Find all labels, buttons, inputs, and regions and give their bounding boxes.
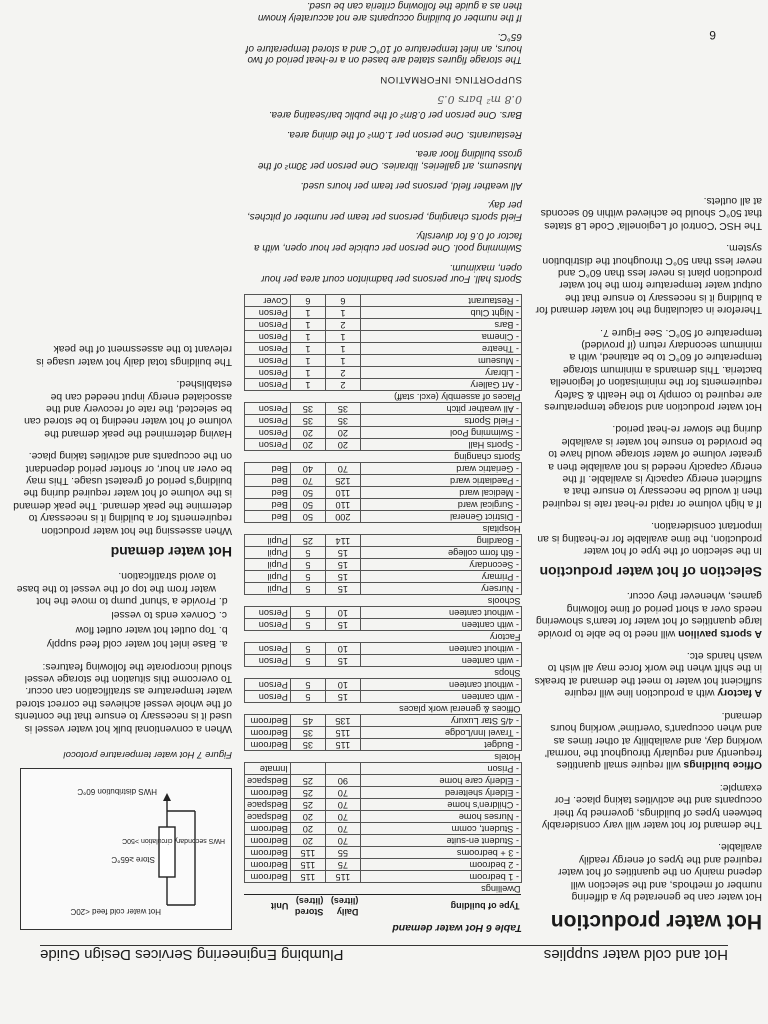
- cell-stored: 35: [290, 727, 325, 739]
- cell-daily: [325, 763, 360, 775]
- cell-daily: 15: [325, 547, 360, 559]
- note: Museums, art galleries, libraries. One person per 30m² of the gross building floor area.: [257, 148, 522, 172]
- running-header: [40, 945, 728, 972]
- table-row: [245, 799, 522, 811]
- table-category-row: [245, 667, 522, 679]
- table-row: [245, 367, 522, 379]
- cell-type: - 1 bedroom: [360, 871, 521, 883]
- cell-daily: 110: [325, 487, 360, 499]
- table-row: [245, 619, 522, 631]
- cell-stored: 115: [290, 859, 325, 871]
- table-row: [245, 499, 522, 511]
- cell-stored: 25: [290, 799, 325, 811]
- cell-unit: Pupil: [245, 571, 291, 583]
- category-label: Schools: [245, 595, 522, 607]
- cell-stored: 1: [290, 307, 325, 319]
- cell-type: - Medical ward: [360, 487, 521, 499]
- cell-daily: 15: [325, 571, 360, 583]
- label-distribution: HWS distribution 60°C: [77, 787, 157, 796]
- table-row: [245, 463, 522, 475]
- storage-vessel: [159, 827, 175, 877]
- table-category-row: [245, 703, 522, 715]
- supporting-title: SUPPORTING INFORMATION: [379, 74, 522, 86]
- cell-stored: 25: [290, 787, 325, 799]
- cell-type: - Surgical ward: [360, 499, 521, 511]
- section-title-hot-water-demand: Hot water demand: [110, 543, 232, 560]
- table-row: [245, 559, 522, 571]
- paragraph: The buildings total daily hot water usage is relevant to the assessment of the peak: [36, 343, 232, 367]
- cell-type: - Secondary: [360, 559, 521, 571]
- category-label: Hotels: [245, 751, 522, 763]
- cell-daily: 20: [325, 439, 360, 451]
- table-row: [245, 475, 522, 487]
- cell-stored: 70: [290, 475, 325, 487]
- table-row: [245, 571, 522, 583]
- category-label: Dwellings: [245, 883, 522, 895]
- cell-daily: 70: [325, 463, 360, 475]
- cell-stored: 5: [290, 619, 325, 631]
- cell-stored: 20: [290, 439, 325, 451]
- cell-stored: 5: [290, 547, 325, 559]
- cell-unit: Person: [245, 367, 291, 379]
- figure-7-diagram: [20, 768, 232, 930]
- table-row: [245, 811, 522, 823]
- flow-arrow-icon: [163, 793, 171, 801]
- paragraph-text: will need to be able to provide large quantities of hot water for team's showering needs over a short period of time following games, whenever they occur.: [535, 590, 762, 639]
- cell-type: - 3 + bedrooms: [360, 847, 521, 859]
- cell-unit: Pupil: [245, 583, 291, 595]
- category-label: Offices & general work places: [245, 703, 522, 715]
- cell-stored: 45: [290, 715, 325, 727]
- cell-unit: Bed: [245, 487, 291, 499]
- cell-daily: 2: [325, 319, 360, 331]
- category-label: Hospitals: [245, 523, 522, 535]
- cell-unit: Person: [245, 307, 291, 319]
- table-category-row: [245, 883, 522, 895]
- column-2: [244, 0, 522, 934]
- cell-daily: 15: [325, 559, 360, 571]
- cell-stored: 5: [290, 583, 325, 595]
- cell-stored: 5: [290, 559, 325, 571]
- cell-unit: Bedroom: [245, 871, 291, 883]
- cell-daily: 10: [325, 679, 360, 691]
- table-category-row: [245, 391, 522, 403]
- cell-unit: Bedroom: [245, 823, 291, 835]
- cell-type: - Swimming Pool: [360, 427, 521, 439]
- cell-type: - Elderly care home: [360, 775, 521, 787]
- paragraph: In the selection of the type of hot water production, the time available for re-heating is an important consideration.: [537, 520, 762, 557]
- cell-daily: 135: [325, 715, 360, 727]
- cell-stored: 5: [290, 655, 325, 667]
- cell-unit: Inmate: [245, 763, 291, 775]
- cell-stored: 25: [290, 775, 325, 787]
- cell-unit: Pupil: [245, 559, 291, 571]
- paragraph: Hot water production and storage temperatures are required to comply to the Health & Safety requirements for the minimisation of legionella bacteria. This demands a minimum storage temperature of 60°C to be attained, with a minimum secondary return (if provided) temperature of 50°C. See Figure 7.: [544, 326, 762, 412]
- handwritten-annotation: 0.8 m² bars 0.5: [437, 92, 522, 106]
- category-label: Places of assembly (excl. staff): [245, 391, 522, 403]
- table-row: [245, 487, 522, 499]
- cell-daily: 114: [325, 535, 360, 547]
- column-header-stored: Stored (litres): [290, 895, 325, 918]
- cell-type: - Elderly sheltered: [360, 787, 521, 799]
- cell-daily: 115: [325, 739, 360, 751]
- table-row: [245, 691, 522, 703]
- cell-type: - Travel Inn/Lodge: [360, 727, 521, 739]
- cell-unit: Person: [245, 379, 291, 391]
- cell-type: - without canteen: [360, 607, 521, 619]
- cell-stored: 35: [290, 415, 325, 427]
- paragraph: When assessing the hot water production requirements for a building it is necessary to determine the peak demand. The peak demand is the volume of hot water required during the building's period of greatest usage. This may be over an hour, or shorter period dependant on the occupants and activities taking place.: [13, 450, 232, 536]
- table-row: [245, 823, 522, 835]
- cell-unit: Pupil: [245, 535, 291, 547]
- cell-unit: Bedroom: [245, 859, 291, 871]
- cell-unit: Bedspace: [245, 775, 291, 787]
- cell-stored: 1: [290, 367, 325, 379]
- cell-type: - Art Gallery: [360, 379, 521, 391]
- cell-type: - Night Club: [360, 307, 521, 319]
- category-label: Factory: [245, 631, 522, 643]
- cell-daily: 70: [325, 787, 360, 799]
- cell-stored: 115: [290, 871, 325, 883]
- cell-type: - Boarding: [360, 535, 521, 547]
- cell-type: - Paediatric ward: [360, 475, 521, 487]
- cell-type: - with canteen: [360, 619, 521, 631]
- feature-list: [12, 569, 232, 649]
- table-row: [245, 535, 522, 547]
- column-3: [12, 332, 232, 934]
- cell-daily: 15: [325, 619, 360, 631]
- cell-daily: 35: [325, 415, 360, 427]
- note: All weather field, persons per team per hours used.: [300, 179, 522, 191]
- table-row: [245, 835, 522, 847]
- paragraph-text: will require small quantities frequently and regularly throughout the 'normal' working day, and availability at other times as and when occupant's 'overtime' working hours demand.: [544, 709, 762, 771]
- category-label: Sports changing: [245, 451, 522, 463]
- cell-daily: 70: [325, 799, 360, 811]
- paragraph: [534, 649, 762, 699]
- table-row: [245, 547, 522, 559]
- cell-type: - Nursery: [360, 583, 521, 595]
- cell-daily: 75: [325, 859, 360, 871]
- cell-unit: Bedroom: [245, 727, 291, 739]
- paragraph: Hot water can be generated by a differing number of methods, and the selection will depend mainly on the quantities of hot water required and the types of energy readily available.: [558, 841, 762, 902]
- list-item: b. Top outlet hot water outlet flow: [12, 622, 216, 634]
- section-title-selection: Selection of hot water production: [539, 564, 762, 581]
- note: Swimming pool. One person per cubicle per hour open, with a factor of 0.6 for diversity.: [254, 230, 522, 253]
- cell-daily: 10: [325, 643, 360, 655]
- cell-stored: 35: [290, 739, 325, 751]
- cell-stored: 115: [290, 847, 325, 859]
- cell-unit: Bedroom: [245, 715, 291, 727]
- paragraph-text: with a production line will require sufficient hot water to meet the demand at breaks in the shift when the work force may all wish to wash hands etc.: [534, 650, 762, 699]
- cell-stored: 1: [290, 379, 325, 391]
- table-row: [245, 331, 522, 343]
- paragraph: Therefore in calculating the hot water demand for a building it is necessary to ensure that the output water temperature from the hot water production plant is never less than 60°C and never less than 50°C throughout the distribution system.: [535, 242, 762, 316]
- cell-daily: 15: [325, 583, 360, 595]
- cell-daily: 70: [325, 823, 360, 835]
- cell-daily: 1: [325, 343, 360, 355]
- table-category-row: [245, 523, 522, 535]
- header-left: Hot and cold water supplies: [543, 946, 728, 963]
- column-header-daily: Daily (litres): [325, 895, 360, 918]
- paragraph: The demand for hot water will vary considerably between types of buildings, governed by their occupants and the activities taking place. For example:: [541, 781, 762, 830]
- table-row: [245, 403, 522, 415]
- cell-stored: 20: [290, 835, 325, 847]
- cell-type: - with canteen: [360, 691, 521, 703]
- cell-type: - without canteen: [360, 643, 521, 655]
- cell-type: - 4/5 Star Luxury: [360, 715, 521, 727]
- table-notes: [244, 93, 522, 284]
- cell-stored: 1: [290, 331, 325, 343]
- cell-unit: Bed: [245, 511, 291, 523]
- cell-unit: Person: [245, 691, 291, 703]
- table-row: [245, 715, 522, 727]
- table-row: [245, 427, 522, 439]
- cell-type: - Geriatric ward: [360, 463, 521, 475]
- paragraph: When a conventional bulk hot water vessel is used it is necessary to ensure that the contents of the whole vessel achieves the correct stored water temperature as stratification can occur. To overcome this situation the storage vessel should incorporate the following features:: [14, 660, 232, 734]
- table-row: [245, 355, 522, 367]
- cell-type: - Children's home: [360, 799, 521, 811]
- cell-stored: 50: [290, 511, 325, 523]
- cell-unit: Bed: [245, 475, 291, 487]
- cell-unit: Person: [245, 343, 291, 355]
- cell-unit: Bedroom: [245, 847, 291, 859]
- cell-stored: 20: [290, 823, 325, 835]
- bold-term: A factory: [717, 687, 762, 699]
- bold-term: A sports pavilion: [678, 627, 762, 639]
- cell-stored: 1: [290, 355, 325, 367]
- cell-type: - Sports Hall: [360, 439, 521, 451]
- paragraph: The HSC 'Control of Legionella' Code L8 states that 50°C should be achieved within 60 seconds at all outlets.: [540, 194, 762, 231]
- cell-stored: 5: [290, 571, 325, 583]
- header-right: Plumbing Engineering Services Design Guide: [40, 946, 344, 963]
- cell-daily: 55: [325, 847, 360, 859]
- category-label: Shops: [245, 667, 522, 679]
- cell-type: - All weather pitch: [360, 403, 521, 415]
- cell-type: - Theatre: [360, 343, 521, 355]
- cell-daily: 2: [325, 379, 360, 391]
- cell-daily: 125: [325, 475, 360, 487]
- cell-stored: 40: [290, 463, 325, 475]
- cell-unit: Person: [245, 607, 291, 619]
- cell-unit: Person: [245, 427, 291, 439]
- cell-unit: Bed: [245, 463, 291, 475]
- cell-type: - Library: [360, 367, 521, 379]
- cell-unit: Person: [245, 319, 291, 331]
- cell-stored: 25: [290, 535, 325, 547]
- list-item: d. Provide a 'shunt' pump to move the hot water from the top of the vessel to the base to avoid stratification.: [12, 569, 216, 606]
- cell-type: - Budget: [360, 739, 521, 751]
- column-header-type: Type of building: [360, 895, 521, 918]
- cell-daily: 115: [325, 871, 360, 883]
- cell-type: - 2 bedroom: [360, 859, 521, 871]
- temperature-protocol-diagram: [21, 769, 231, 929]
- table-row: [245, 295, 522, 307]
- cell-stored: 20: [290, 811, 325, 823]
- section-title-hot-water-production: Hot water production: [550, 910, 762, 933]
- cell-stored: 5: [290, 679, 325, 691]
- table-row: [245, 583, 522, 595]
- cell-stored: 5: [290, 643, 325, 655]
- table-row: [245, 871, 522, 883]
- note: Sports hall. Four persons per badminton court area per hour open, maximum.: [261, 261, 522, 285]
- table-row: [245, 859, 522, 871]
- cell-type: - Student, comm: [360, 823, 521, 835]
- supporting-text: The storage figures stated are based on a re-heat period of two hours, an inlet temperature of 10°C and a stored temperature of 65°C.: [245, 31, 522, 66]
- cell-stored: 50: [290, 487, 325, 499]
- cell-stored: 20: [290, 427, 325, 439]
- cell-stored: 35: [290, 403, 325, 415]
- cell-type: - Student en-suite: [360, 835, 521, 847]
- cell-unit: Person: [245, 403, 291, 415]
- table-row: [245, 607, 522, 619]
- table-row: [245, 763, 522, 775]
- note: Restaurants. One person per 1.0m² of the dining area.: [286, 128, 522, 140]
- table-row: [245, 439, 522, 451]
- column-1: [534, 184, 762, 935]
- list-item: a. Base inlet hot water cold feed supply: [12, 637, 216, 649]
- label-circulation: HWS secondary circulation >50C: [122, 837, 225, 844]
- column-header-unit: Unit: [245, 895, 291, 918]
- cell-stored: [290, 763, 325, 775]
- note: Bars. One person per 0.8m² of the public bar/seating area.: [268, 109, 522, 121]
- cell-stored: 50: [290, 499, 325, 511]
- table-row: [245, 379, 522, 391]
- cell-daily: 6: [325, 295, 360, 307]
- table-row: [245, 415, 522, 427]
- table-row: [245, 307, 522, 319]
- cell-type: - Field Sports: [360, 415, 521, 427]
- paragraph: [534, 589, 762, 639]
- cell-unit: Bed: [245, 499, 291, 511]
- cell-type: - District General: [360, 511, 521, 523]
- cell-unit: Bedroom: [245, 739, 291, 751]
- table-category-row: [245, 631, 522, 643]
- cell-type: - Nurses home: [360, 811, 521, 823]
- cell-type: - Bars: [360, 319, 521, 331]
- cell-daily: 2: [325, 367, 360, 379]
- cell-unit: Person: [245, 619, 291, 631]
- cell-type: - Prison: [360, 763, 521, 775]
- cell-stored: 1: [290, 343, 325, 355]
- cell-daily: 1: [325, 331, 360, 343]
- cell-unit: Person: [245, 643, 291, 655]
- table-row: [245, 787, 522, 799]
- cell-daily: 35: [325, 403, 360, 415]
- cell-unit: Bedspace: [245, 811, 291, 823]
- cell-daily: 115: [325, 727, 360, 739]
- table-category-row: [245, 595, 522, 607]
- cell-type: - without canteen: [360, 679, 521, 691]
- cell-unit: Pupil: [245, 547, 291, 559]
- cell-daily: 90: [325, 775, 360, 787]
- table-row: [245, 847, 522, 859]
- cell-stored: 5: [290, 691, 325, 703]
- table-row: [245, 319, 522, 331]
- cell-unit: Person: [245, 655, 291, 667]
- cell-daily: 15: [325, 691, 360, 703]
- cell-daily: 20: [325, 427, 360, 439]
- cell-daily: 1: [325, 355, 360, 367]
- cell-unit: Bedspace: [245, 799, 291, 811]
- label-cold-feed: Hot water cold feed <20C: [70, 907, 161, 916]
- cell-daily: 1: [325, 307, 360, 319]
- cell-daily: 200: [325, 511, 360, 523]
- paragraph: Having determined the peak demand the volume of hot water needing to be stored can be selected, the rate of recovery and the associated energy input needed can be established.: [24, 378, 232, 439]
- cell-type: - with canteen: [360, 655, 521, 667]
- cell-daily: 70: [325, 835, 360, 847]
- cell-unit: Person: [245, 355, 291, 367]
- table-category-row: [245, 451, 522, 463]
- table-row: [245, 643, 522, 655]
- table-row: [245, 511, 522, 523]
- list-item: c. Convex ends to vessel: [12, 608, 216, 620]
- cell-daily: 15: [325, 655, 360, 667]
- table-caption: Table 6 Hot water demand: [392, 922, 522, 934]
- cell-type: - Restaurant: [360, 295, 521, 307]
- cell-unit: Person: [245, 415, 291, 427]
- paragraph: [534, 708, 762, 770]
- table-row: [245, 655, 522, 667]
- cell-stored: 1: [290, 319, 325, 331]
- note: Field sports changing, persons per team per number of pitches, per day.: [246, 199, 522, 222]
- table-body: [245, 295, 522, 895]
- cell-unit: Bedroom: [245, 787, 291, 799]
- paragraph: If a high volume or rapid re-heat rate is required then it would be necessary to ensure that a sufficient energy capacity is available. If the energy capacity needed is not available then a greater volume of water storage would have to be provided to ensure hot water is available during the slower re-heat period.: [542, 423, 762, 509]
- cell-unit: Person: [245, 439, 291, 451]
- cell-daily: 70: [325, 811, 360, 823]
- cell-type: - Museum: [360, 355, 521, 367]
- table-row: [245, 775, 522, 787]
- cell-unit: Person: [245, 679, 291, 691]
- table-row: [245, 343, 522, 355]
- cell-daily: 110: [325, 499, 360, 511]
- hot-water-demand-table: [244, 294, 522, 917]
- cell-type: - 6th form college: [360, 547, 521, 559]
- table-row: [245, 679, 522, 691]
- table-header-row: [245, 895, 522, 918]
- figure-caption: Figure 7 Hot water temperature protocol: [63, 749, 232, 760]
- supporting-information: [244, 0, 522, 85]
- table-category-row: [245, 751, 522, 763]
- cell-daily: 10: [325, 607, 360, 619]
- label-store: Store ≥65°C: [111, 855, 155, 864]
- table-row: [245, 727, 522, 739]
- supporting-text: If the number of building occupants are not accurately known then as a guide the following criteria can be used.: [257, 0, 522, 23]
- table-row: [245, 739, 522, 751]
- cell-stored: 5: [290, 607, 325, 619]
- cell-unit: Person: [245, 331, 291, 343]
- cell-unit: Bedroom: [245, 835, 291, 847]
- bold-term: Office buildings: [683, 759, 762, 771]
- cell-unit: Cover: [245, 295, 291, 307]
- cell-type: - Primary: [360, 571, 521, 583]
- cell-type: - Cinema: [360, 331, 521, 343]
- cell-stored: 6: [290, 295, 325, 307]
- page-number: 6: [709, 28, 716, 42]
